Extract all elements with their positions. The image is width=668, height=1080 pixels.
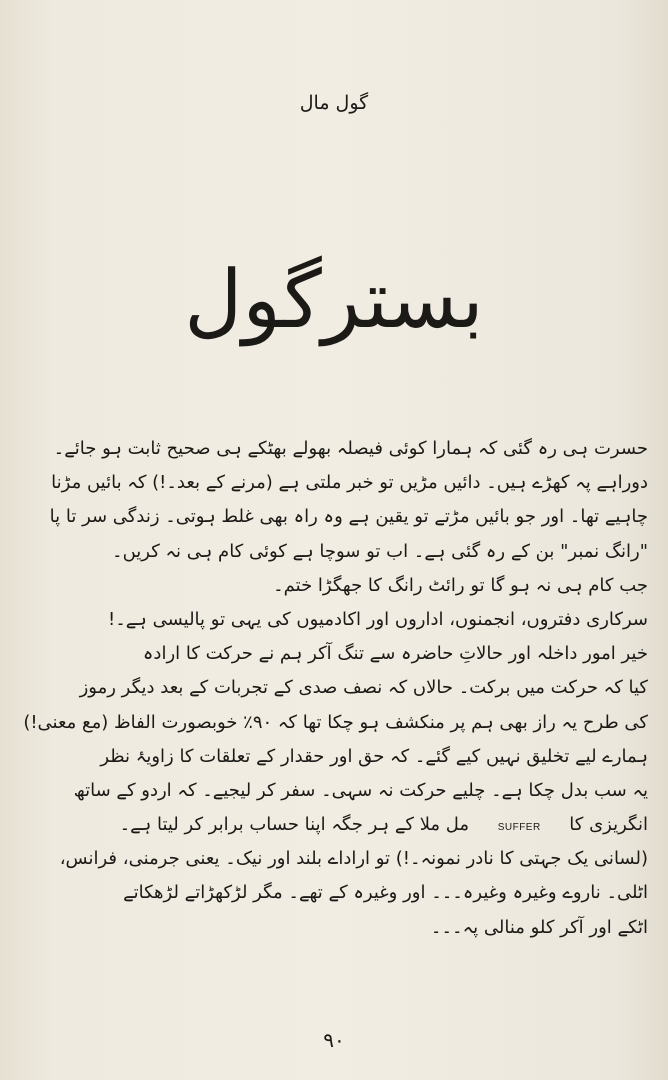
text-line: اٹلی۔ ناروے وغیرہ وغیرہ۔۔۔ اور وغیرہ کے تھے۔ مگر لڑکھڑاتے لڑھکاتے (123, 882, 648, 904)
chapter-title: بسترگول (184, 253, 484, 346)
text-line: (لسانی یک جہتی کا نادر نمونہ۔!) تو اراداے بلند اور نیک۔ یعنی جرمنی، فرانس، (59, 848, 648, 870)
text-line: "رانگ نمبر" بن کے رہ گئی ہے۔ اب تو سوچا ہے کوئی کام ہی نہ کریں۔ (112, 540, 648, 562)
text-line (20, 808, 648, 842)
text-line: اٹکے اور آکر کلو منالی پہ۔۔۔ (430, 916, 648, 938)
page-number: ۹۰ (323, 1028, 345, 1052)
text-line: کی طرح یہ راز بھی ہم پر منکشف ہو چکا تھا کہ ۹۰٪ خوبصورت الفاظ (مع معنی!) (23, 711, 648, 733)
running-head: گول مال (299, 92, 369, 114)
text-line: حسرت ہی رہ گئی کہ ہمارا کوئی فیصلہ بھولے بھٹکے ہی صحیح ثابت ہو جائے۔ (53, 438, 648, 459)
text-line: چاہیے تھا۔ اور جو بائیں مڑتے تو یقین ہے وہ راہ بھی غلط ہوتی۔ زندگی سر تا پا (49, 506, 648, 528)
text-line: جب کام ہی نہ ہو گا تو رائٹ رانگ کا جھگڑا ختم۔ (273, 574, 648, 596)
text-line: کیا کہ حرکت میں برکت۔ حالاں کہ نصف صدی کے تجربات کے بعد دیگر رموز (79, 677, 648, 699)
text-line: ہمارے لیے تخلیق نہیں کیے گئے۔ کہ حق اور حقدار کے تعلقات کا زاویۂ نظر (100, 745, 648, 767)
text-line: خیر امور داخلہ اور حالاتِ حاضرہ سے تنگ آکر ہم نے حرکت کا ارادہ (142, 643, 648, 665)
text-line: سرکاری دفتروں، انجمنوں، اداروں اور اکادمیوں کی یہی تو پالیسی ہے۔! (108, 608, 648, 630)
latin-word: SUFFER (497, 822, 541, 834)
line-segment: مل ملا کے ہر جگہ اپنا حساب برابر کر لیتا ہے۔ (119, 814, 470, 836)
body-text (20, 432, 648, 945)
text-line: یہ سب بدل چکا ہے۔ چلیے حرکت نہ سہی۔ سفر کر لیجیے۔ کہ اردو کے ساتھ (73, 779, 648, 801)
text-line: دوراہے پہ کھڑے ہیں۔ دائیں مڑیں تو خبر ملتی ہے (مرنے کے بعد۔!) کہ بائیں مڑنا (51, 472, 648, 494)
line-segment: انگریزی کا (569, 814, 648, 836)
